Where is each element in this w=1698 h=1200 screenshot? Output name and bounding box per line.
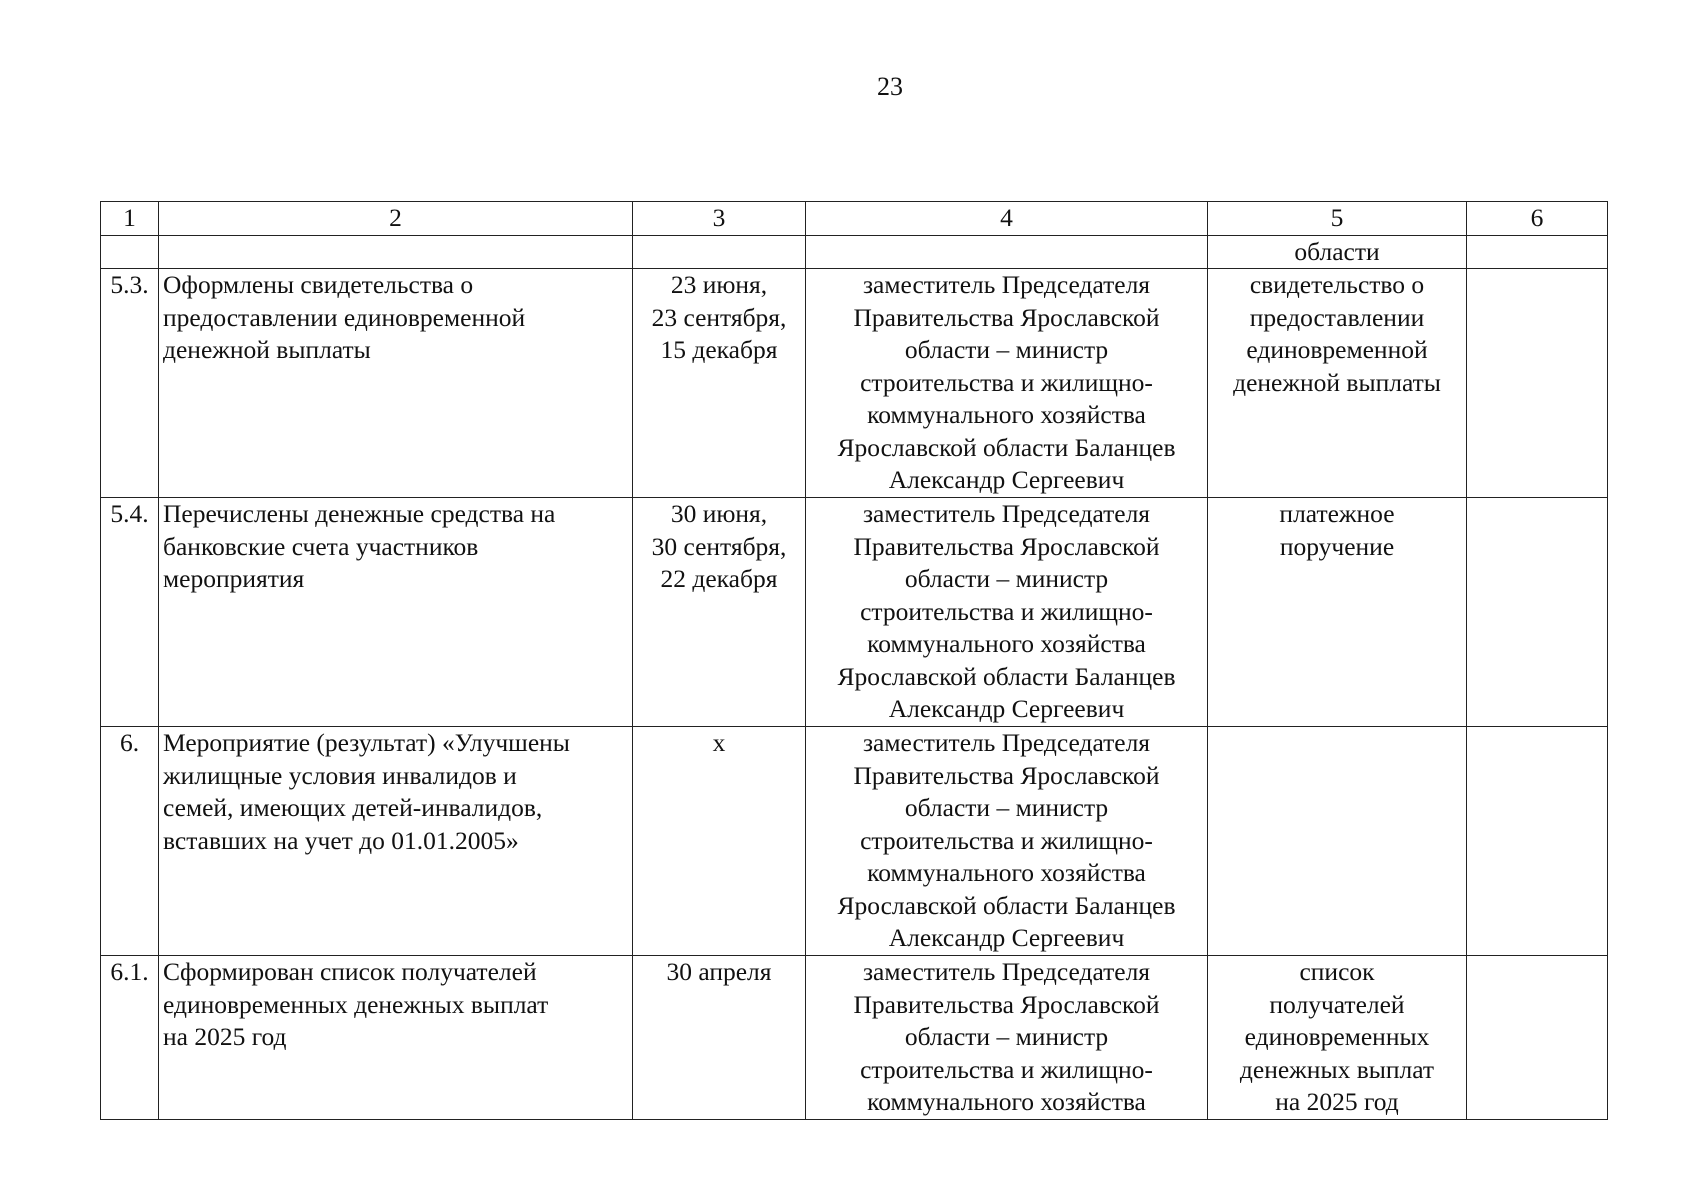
cell-document: платежное поручение [1208, 498, 1467, 727]
table-row [101, 498, 1608, 727]
column-header-5: 5 [1208, 202, 1467, 236]
cell-num [101, 235, 159, 269]
cell-name [159, 235, 633, 269]
cell-note [1467, 235, 1608, 269]
cell-name: Оформлены свидетельства о предоставлении единовременной денежной выплаты [159, 269, 633, 498]
cell-date: 30 июня, 30 сентября, 22 декабря [633, 498, 806, 727]
cell-num: 6.1. [101, 956, 159, 1120]
table-row-continuation [101, 235, 1608, 269]
cell-name: Мероприятие (результат) «Улучшены жилищные условия инвалидов и семей, имеющих детей-инвалидов, вставших на учет до 01.01.2005» [159, 727, 633, 956]
cell-responsible: заместитель Председателя Правительства Ярославской области – министр строительства и жилищно- коммунального хозяйства [806, 956, 1208, 1120]
table-row [101, 269, 1608, 498]
cell-date: 23 июня, 23 сентября, 15 декабря [633, 269, 806, 498]
cell-note [1467, 727, 1608, 956]
plan-table [100, 201, 1608, 1120]
cell-responsible: заместитель Председателя Правительства Ярославской области – министр строительства и жилищно- коммунального хозяйства Ярославской области Баланцев Александр Сергеевич [806, 269, 1208, 498]
cell-responsible: заместитель Председателя Правительства Ярославской области – министр строительства и жилищно- коммунального хозяйства Ярославской области Баланцев Александр Сергеевич [806, 727, 1208, 956]
column-header-6: 6 [1467, 202, 1608, 236]
table-row [101, 727, 1608, 956]
cell-name: Сформирован список получателей единовременных денежных выплат на 2025 год [159, 956, 633, 1120]
cell-num: 6. [101, 727, 159, 956]
cell-note [1467, 269, 1608, 498]
cell-note [1467, 498, 1608, 727]
cell-name: Перечислены денежные средства на банковские счета участников мероприятия [159, 498, 633, 727]
table-row [101, 956, 1608, 1120]
cell-responsible [806, 235, 1208, 269]
cell-document: свидетельство о предоставлении единовременной денежной выплаты [1208, 269, 1467, 498]
column-header-3: 3 [633, 202, 806, 236]
cell-note [1467, 956, 1608, 1120]
column-header-4: 4 [806, 202, 1208, 236]
cell-date: 30 апреля [633, 956, 806, 1120]
column-header-1: 1 [101, 202, 159, 236]
cell-date [633, 235, 806, 269]
cell-date: х [633, 727, 806, 956]
cell-num: 5.4. [101, 498, 159, 727]
cell-document: области [1208, 235, 1467, 269]
cell-responsible: заместитель Председателя Правительства Ярославской области – министр строительства и жилищно- коммунального хозяйства Ярославской области Баланцев Александр Сергеевич [806, 498, 1208, 727]
column-number-header-row [101, 202, 1608, 236]
page-number: 23 [877, 72, 903, 101]
cell-document [1208, 727, 1467, 956]
cell-num: 5.3. [101, 269, 159, 498]
cell-document: список получателей единовременных денежных выплат на 2025 год [1208, 956, 1467, 1120]
column-header-2: 2 [159, 202, 633, 236]
